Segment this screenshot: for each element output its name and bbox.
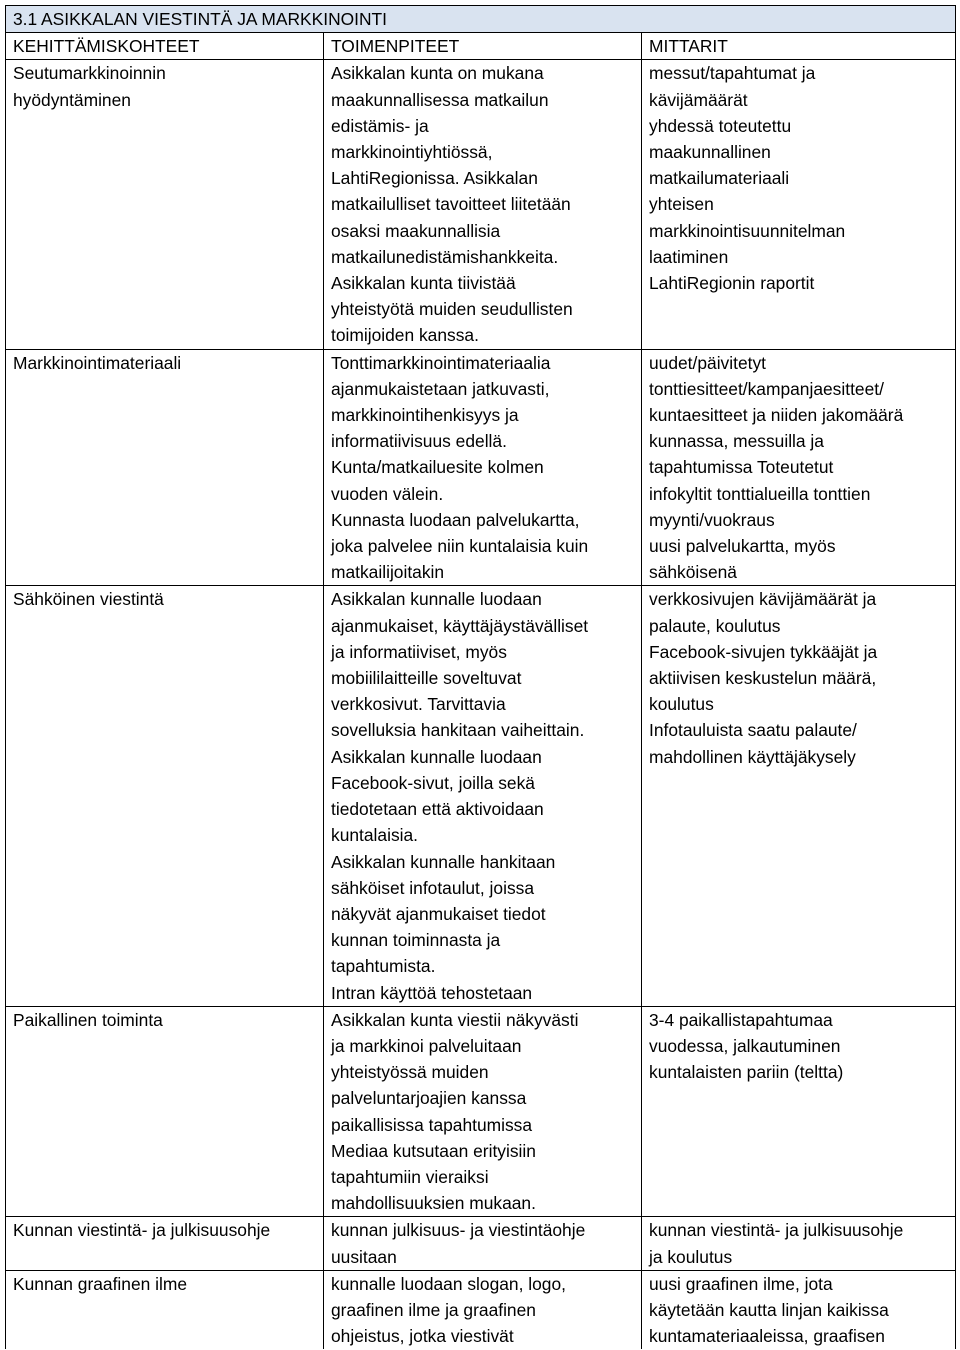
header-row (6, 33, 956, 60)
cell-line: ohjeistus, jotka viestivät (331, 1326, 514, 1347)
cell-line: Sähköinen viestintä (13, 589, 164, 610)
cell-line: graafinen ilme ja graafinen (331, 1299, 536, 1320)
cell-line: tiedotetaan että aktivoidaan (331, 799, 544, 820)
cell-line: maakunnallisessa matkailun (331, 89, 549, 110)
cell-line: tapahtumissa Toteutetut (649, 457, 834, 478)
cell-line: Asikkalan kunta on mukana (331, 63, 544, 84)
cell-line: Facebook-sivujen tykkääjät ja (649, 641, 878, 662)
metrics-cell (642, 1006, 956, 1217)
cell-line: tonttiesitteet/kampanjaesitteet/ (649, 378, 884, 399)
cell-line: LahtiRegionissa. Asikkalan (331, 168, 538, 189)
cell-line: ja markkinoi palveluitaan (331, 1035, 522, 1056)
title-row (6, 6, 956, 33)
target-cell (6, 1270, 324, 1349)
cell-line: yhteisen (649, 194, 714, 215)
cell-line: kuntamateriaaleissa, graafisen (649, 1326, 885, 1347)
cell-line: Kunnan graafinen ilme (13, 1273, 188, 1294)
cell-line: Asikkalan kunnalle luodaan (331, 746, 542, 767)
cell-line: hyödyntäminen (13, 89, 131, 110)
cell-line: kunnan toiminnasta ja (331, 930, 501, 951)
target-cell (6, 586, 324, 1006)
target-cell (6, 349, 324, 586)
communication-table (5, 5, 956, 1349)
cell-line: Asikkalan kunta viestii näkyvästi (331, 1009, 579, 1030)
cell-line: Kunnan viestintä- ja julkisuusohje (13, 1220, 271, 1241)
actions-cell (324, 349, 642, 586)
cell-line: vuodessa, jalkautuminen (649, 1035, 841, 1056)
cell-line: laatiminen (649, 246, 729, 267)
cell-line: Kunta/matkailuesite kolmen (331, 457, 544, 478)
header-mittarit: MITTARIT (642, 33, 956, 60)
cell-line: sovelluksia hankitaan vaiheittain. (331, 720, 585, 741)
cell-line: LahtiRegionin raportit (649, 273, 815, 294)
cell-line: ajanmukaistetaan jatkuvasti, (331, 378, 550, 399)
cell-line: markkinointihenkisyys ja (331, 405, 519, 426)
table-row (6, 1217, 956, 1270)
table-body (6, 60, 956, 1349)
cell-line: kuntaesitteet ja niiden jakomäärä (649, 405, 904, 426)
cell-line: kunnan viestintä- ja julkisuusohje (649, 1220, 904, 1241)
cell-line: Facebook-sivut, joilla sekä (331, 772, 535, 793)
cell-line: edistämis- ja (331, 115, 429, 136)
cell-line: tapahtumista. (331, 956, 436, 977)
cell-line: kunnan julkisuus- ja viestintäohje (331, 1220, 586, 1241)
cell-line: verkkosivut. Tarvittavia (331, 694, 506, 715)
cell-line: mobiililaitteille soveltuvat (331, 668, 522, 689)
cell-line: matkailijoitakin (331, 562, 445, 583)
actions-cell (324, 1217, 642, 1270)
cell-line: kuntalaisten pariin (teltta) (649, 1062, 844, 1083)
cell-line: palveluntarjoajien kanssa (331, 1088, 527, 1109)
cell-line: Infotauluista saatu palaute/ (649, 720, 857, 741)
cell-line: sähköisenä (649, 562, 737, 583)
cell-line: uusitaan (331, 1246, 397, 1267)
target-cell (6, 60, 324, 349)
cell-line: Kunnasta luodaan palvelukartta, (331, 509, 580, 530)
cell-line: uudet/päivitetyt (649, 352, 766, 373)
cell-line: yhteistyössä muiden (331, 1062, 489, 1083)
cell-line: käytetään kautta linjan kaikissa (649, 1299, 889, 1320)
cell-line: osaksi maakunnallisia (331, 220, 501, 241)
cell-line: mahdollinen käyttäjäkysely (649, 746, 856, 767)
metrics-cell (642, 586, 956, 1006)
table-row (6, 1270, 956, 1349)
cell-line: aktiivisen keskustelun määrä, (649, 668, 877, 689)
cell-line: yhteistyötä muiden seudullisten (331, 299, 573, 320)
cell-line: matkailumateriaali (649, 168, 790, 189)
cell-line: yhdessä toteutettu (649, 115, 792, 136)
table-row (6, 1006, 956, 1217)
cell-line: paikallisissa tapahtumissa (331, 1114, 533, 1135)
cell-line: kävijämäärät (649, 89, 748, 110)
cell-line: kunnassa, messuilla ja (649, 431, 824, 452)
header-toimenpiteet: TOIMENPITEET (324, 33, 642, 60)
cell-line: kuntalaisia. (331, 825, 419, 846)
cell-line: joka palvelee niin kuntalaisia kuin (331, 536, 589, 557)
cell-line: palaute, koulutus (649, 615, 781, 636)
cell-line: messut/tapahtumat ja (649, 63, 816, 84)
cell-line: vuoden välein. (331, 483, 444, 504)
cell-line: ja koulutus (649, 1246, 733, 1267)
cell-line: Asikkalan kunnalle hankitaan (331, 851, 556, 872)
cell-line: mahdollisuuksien mukaan. (331, 1193, 536, 1214)
cell-line: maakunnallinen (649, 142, 771, 163)
cell-line: Paikallinen toiminta (13, 1009, 163, 1030)
actions-cell (324, 60, 642, 349)
cell-line: Intran käyttöä tehostetaan (331, 982, 533, 1003)
cell-line: toimijoiden kanssa. (331, 325, 479, 346)
metrics-cell (642, 1270, 956, 1349)
metrics-cell (642, 349, 956, 586)
cell-line: sähköiset infotaulut, joissa (331, 877, 535, 898)
table-title: 3.1 ASIKKALAN VIESTINTÄ JA MARKKINOINTI (6, 6, 956, 33)
cell-line: Asikkalan kunnalle luodaan (331, 589, 542, 610)
cell-line: koulutus (649, 694, 714, 715)
cell-line: matkailulliset tavoitteet liitetään (331, 194, 571, 215)
cell-line: Mediaa kutsutaan erityisiin (331, 1140, 536, 1161)
actions-cell (324, 1270, 642, 1349)
cell-line: uusi palvelukartta, myös (649, 536, 836, 557)
cell-line: markkinointiyhtiössä, (331, 142, 493, 163)
table-row (6, 349, 956, 586)
cell-line: kunnalle luodaan slogan, logo, (331, 1273, 566, 1294)
cell-line: näkyvät ajanmukaiset tiedot (331, 903, 546, 924)
cell-line: Seutumarkkinoinnin (13, 63, 166, 84)
table-row (6, 586, 956, 1006)
cell-line: Markkinointimateriaali (13, 352, 182, 373)
cell-line: markkinointisuunnitelman (649, 220, 846, 241)
metrics-cell (642, 60, 956, 349)
table-row (6, 60, 956, 349)
cell-line: Asikkalan kunta tiivistää (331, 273, 516, 294)
target-cell (6, 1217, 324, 1270)
cell-line: verkkosivujen kävijämäärät ja (649, 589, 877, 610)
cell-line: matkailunedistämishankkeita. (331, 246, 559, 267)
header-kehittamiskohteet: KEHITTÄMISKOHTEET (6, 33, 324, 60)
cell-line: informatiivisuus edellä. (331, 431, 507, 452)
cell-line: 3-4 paikallistapahtumaa (649, 1009, 833, 1030)
cell-line: tapahtumiin vieraiksi (331, 1166, 489, 1187)
cell-line: infokyltit tonttialueilla tonttien (649, 483, 871, 504)
cell-line: ajanmukaiset, käyttäjäystävälliset (331, 615, 589, 636)
actions-cell (324, 1006, 642, 1217)
metrics-cell (642, 1217, 956, 1270)
cell-line: ja informatiiviset, myös (331, 641, 507, 662)
target-cell (6, 1006, 324, 1217)
cell-line: Tonttimarkkinointimateriaalia (331, 352, 551, 373)
cell-line: uusi graafinen ilme, jota (649, 1273, 833, 1294)
actions-cell (324, 586, 642, 1006)
cell-line: myynti/vuokraus (649, 509, 775, 530)
